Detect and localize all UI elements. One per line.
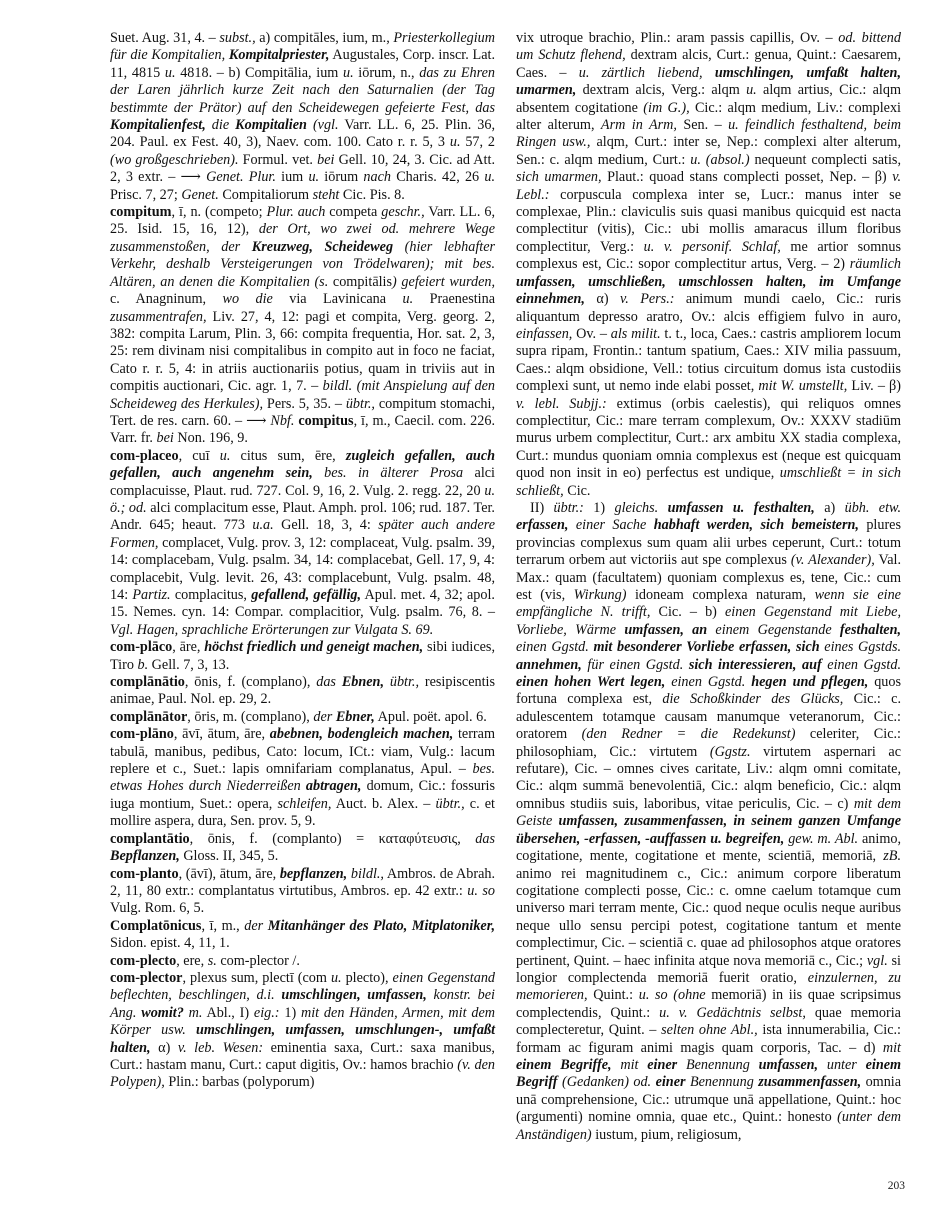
dictionary-entry: Complatōnicus, ī, m., der Mitanhänger des Plato, Mitplatoniker, Sidon. epist. 4, 11, 1.	[110, 917, 496, 952]
left-column	[110, 30, 495, 1092]
dictionary-entry: com-plāno, āvī, ātum, āre, abebnen, bodengleich machen, terram tabulā, manibus, pedibus, Cato: locum, ICt.: viam, Vulg.: lacum replere et c., Suet.: lapis omnifariam complanatus, Apul. – bes. etwas Hohes durch Niederreißen abtragen, domum, Cic.: fossuris iuga montium, Suet.: opera, schleifen, Auct. b. Alex. – übtr., c. et mollire aspera, dura, Sen. prov. 5, 9.	[110, 726, 496, 830]
dictionary-entry: Suet. Aug. 31, 4. – subst., a) compitāles, ium, m., Priesterkollegium für die Kompitalien, Kompitalpriester, Augustales, Corp. inscr. Lat. 11, 4815 u. 4818. – b) Compitālia, ium u. iōrum, n., das zu Ehren der Laren jährlich kurze Zeit nach den Saturnalien (der Tag bestimmte der Prätor) auf den Scheidewegen gefeierte Fest, das Kompitalienfest, die Kompitalien (vgl. Varr. LL. 6, 25. Plin. 36, 204. Paul. ex Fest. 40, 3), Naev. com. 100. Cato r. r. 5, 3 u. 57, 2 (wo großgeschrieben). Formul. vet. bei Gell. 10, 24, 3. Cic. ad Att. 2, 3 extr. – ⟶ Genet. Plur. ium u. iōrum nach Charis. 42, 26 u. Prisc. 7, 27; Genet. Compitaliorum steht Cic. Pis. 8.	[110, 30, 496, 203]
dictionary-entry: vix utroque brachio, Plin.: aram passis capillis, Ov. – od. bittend um Schutz flehend, dextram alcis, Curt.: genua, Quint.: Caesarem, Caes. – u. zärtlich liebend, umschlingen, umfaßt halten, umarmen, dextram alcis, Verg.: alqm u. alqm artius, Cic.: alqm absentem cogitatione (im G.), Cic.: alqm medium, Liv.: complexi alter alterum, Arm in Arm, Sen. – u. feindlich festhaltend, beim Ringen usw., alqm, Curt.: inter se, Nep.: complexi alter alterum, Sen.: c. alqm medium, Curt.: u. (absol.) nequeunt complecti satis, sich umarmen, Plaut.: quoad stans complecti posset, Nep. – β) v. Lebl.: corpuscula complexa inter se, Lucr.: manus inter se complexae, Plin.: claviculis suis quasi manibus quicquid est nacta complectitur (vitis), Cic.: ubi mollis amaracus illum floribus complectitur, Verg.: u. v. personif. Schlaf, me artior somnus complexus est, Cic.: sopor complectitur artus, Verg. – 2) räumlich umfassen, umschließen, umschlossen halten, im Umfange einnehmen, α) v. Pers.: animum mundi caelo, Cic.: ruris aliquantum depresso aratro, Ov.: alcis effigiem fulvo in auro, einfassen, Ov. – als milit. t. t., loca, Caes.: castris ampliorem locum supra ripam, Frontin.: tantum spatium, Caes.: XIV milia passuum, Caes.: alqm obsidione, Vell.: totius circuitum domus ista custodiis complexi sunt, ut nemo inde elabi posset, mit W. umstellt, Liv. – β) v. lebl. Subjj.: extimus (orbis caelestis), qui reliquos omnes complectitur, Cic.: mare terram complexum, Ov.: XXXV stadiūm murus urbem complectitur, Curt.: arx ambitu XX stadia complexa, Curt.: mundus quoniam omnia complexus est (neque est quicquam quod non insit in eo) perfectus est undique, umschließt = in sich schließt, Cic.	[516, 30, 901, 499]
dictionary-entry: compitum, ī, n. (competo; Plur. auch competa geschr., Varr. LL. 6, 25. Isid. 15, 16, 12), der Ort, wo zwei od. mehrere Wege zusammenstoßen, der Kreuzweg, Scheideweg (hier lebhafter Verkehr, deshalb Versteigerungen von Trödelwaren); mit bes. Altären, an denen die Kompitalien (s. compitālis) gefeiert wurden, c. Anagninum, wo die via Lavinicana u. Praenestina zusammentrafen, Liv. 27, 4, 12: pagi et compita, Verg. georg. 2, 382: compita Larum, Plin. 3, 66: compita frequentia, Hor. sat. 2, 3, 25: rem divinam nisi compitalibus in compito aut in foco ne faciat, Cato r. r. 5, 4: in atriis auctionariis potius, quam in triviis aut in compitis auctionari, Cic. agr. 1, 7. – bildl. (mit Anspielung auf den Scheideweg des Herkules), Pers. 5, 35. – übtr., compitum stomachi, Tert. de res. carn. 60. – ⟶ Nbf. compitus, ī, m., Caecil. com. 226. Varr. fr. bei Non. 196, 9.	[110, 204, 496, 447]
dictionary-entry: com-placeo, cuī u. citus sum, ēre, zugleich gefallen, auch gefallen, auch angenehm sein, bes. in älterer Prosa alci complacuisse, Plaut. rud. 727. Col. 9, 16, 2. Vulg. 2. regg. 22, 20 u. ö.; od. alci complacitum esse, Plaut. Amph. prol. 106; rud. 187. Ter. Andr. 645; heaut. 773 u.a. Gell. 18, 3, 4: später auch andere Formen, complacet, Vulg. prov. 3, 12: complaceat, Vulg. psalm. 39, 14: complacebam, Vulg. psalm. 34, 14: complacebat, Gell. 17, 9, 4: complacebit, Vulg. levit. 26, 43: complacebunt, Vulg. psalm. 48, 14: Partiz. complacitus, gefallend, gefällig, Apul. met. 4, 32; apol. 15. Nemes. cyn. 14: Compar. complacitior, Vulg. psalm. 76, 8. – Vgl. Hagen, sprachliche Erörterungen zur Vulgata S. 69.	[110, 447, 496, 638]
dictionary-entry: complantātio, ōnis, f. (complanto) = καταφύτευσις, das Bepflanzen, Gloss. II, 345, 5.	[110, 830, 495, 865]
dictionary-entry: com-plāco, āre, höchst friedlich und geneigt machen, sibi iudices, Tiro b. Gell. 7, 3, 13.	[110, 639, 495, 673]
dictionary-entry: com-plecto, ere, s. com-plector /.	[110, 952, 300, 969]
dictionary-entry: complānātio, ōnis, f. (complano), das Ebnen, übtr., resipiscentis animae, Paul. Nol. ep. 29, 2.	[110, 674, 496, 708]
dictionary-entry: com-plector, plexus sum, plectī (com u. plecto), einen Gegenstand beflechten, beschlingen, d.i. umschlingen, umfassen, konstr. bei Ang. womit? m. Abl., I) eig.: 1) mit den Händen, Armen, mit dem Körper usw. umschlingen, umfassen, umschlungen-, umfaßt halten, α) v. leb. Wesen: eminentia saxa, Curt.: saxa manibus, Curt.: hastam manu, Curt.: caput digitis, Ov.: hamos brachio (v. den Polypen), Plin.: barbas (polyporum)	[110, 969, 496, 1091]
dictionary-entry: complānātor, ōris, m. (complano), der Ebner, Apul. poët. apol. 6.	[110, 708, 487, 725]
dictionary-entry: com-planto, (āvī), ātum, āre, bepflanzen, bildl., Ambros. de Abrah. 2, 11, 80 extr.: complantatus virtutibus, Ambros. ep. 42 extr.: u. so Vulg. Rom. 6, 5.	[110, 865, 496, 917]
right-column	[516, 30, 901, 1144]
page-number: 203	[887, 1180, 905, 1192]
dictionary-entry: II) übtr.: 1) gleichs. umfassen u. festhalten, a) übh. etw. erfassen, einer Sache habhaft werden, sich bemeistern, plures provincias complexus sum quam alii urbes ceperunt, Curt.: totum terrarum orbem aut victoriis aut spe complexus (v. Alexander), Val. Max.: quam (facultatem) quoniam complexus es, tene, Cic.: cum est (vis, Wirkung) idoneam complexa naturam, wenn sie eine empfängliche N. trifft, Cic. – b) einen Gegenstand mit Liebe, Vorliebe, Wärme umfassen, an einem Gegenstande festhalten, einen Ggstd. mit besonderer Vorliebe erfassen, sich eines Ggstds. annehmen, für einen Ggstd. sich interessieren, auf einen Ggstd. einen hohen Wert legen, einen Ggstd. hegen und pflegen, quos fortuna complexa est, die Schoßkinder des Glücks, Cic.: c. adulescentem totamque causam manumque veteranorum, Cic.: oratorem (den Redner = die Redekunst) celeriter, Cic.: philosophiam, Cic.: virtutem (Ggstz. virtutem aspernari ac refutare), Cic. – omnes cives caritate, Liv.: alqm omni comitate, Cic.: alqm summā benevolentiā, Cic.: alqm beneficio, Cic.: alqm omnibus studiis suis, laboribus, vitae periculis, Cic. – c) mit dem Geiste umfassen, zusammenfassen, in seinem ganzen Umfange übersehen, -erfassen, -auffassen u. begreifen, gew. m. Abl. animo, cogitatione, mente, cogitatione et mente, scientiā, memoriā, zB. animo rei magnitudinem c., Cic.: animum corpore liberatum cogitatione complecti posse, Cic.: c. omne caelum totamque cum universo mari terram mente, Cic.: quod neque oculis neque auribus neque ullo sensu percipi potest, cogitatione tantum et mente complectimur, Cic. – scientiā c. quae ad philosophos atque oratores pertinent, Quint. – haec infinita atque nova memoriā c., Cic.; vgl. si longior complectenda memoriā fuerit oratio, einzulernen, zu memorieren, Quint.: u. so (ohne memoriā) in iis quae scripsimus complectendis, Quint.: u. v. Gedächtnis selbst, quae memoria complecteretur, Quint. – selten ohne Abl., ista innumerabilia, Cic.: formam ac figuram animi magis quam corporis, Tac. – d) mit einem Begriffe, mit einer Benennung umfassen, unter einem Begriff (Gedanken) od. einer Benennung zusammenfassen, omnia unā comprehensione, Cic.: utrumque unā appellatione, Quint.: hoc (argumenti) nomine omnia, quae etc., Quint.: honesto (unter dem Anständigen) iustum, pium, religiosum,	[516, 499, 902, 1143]
